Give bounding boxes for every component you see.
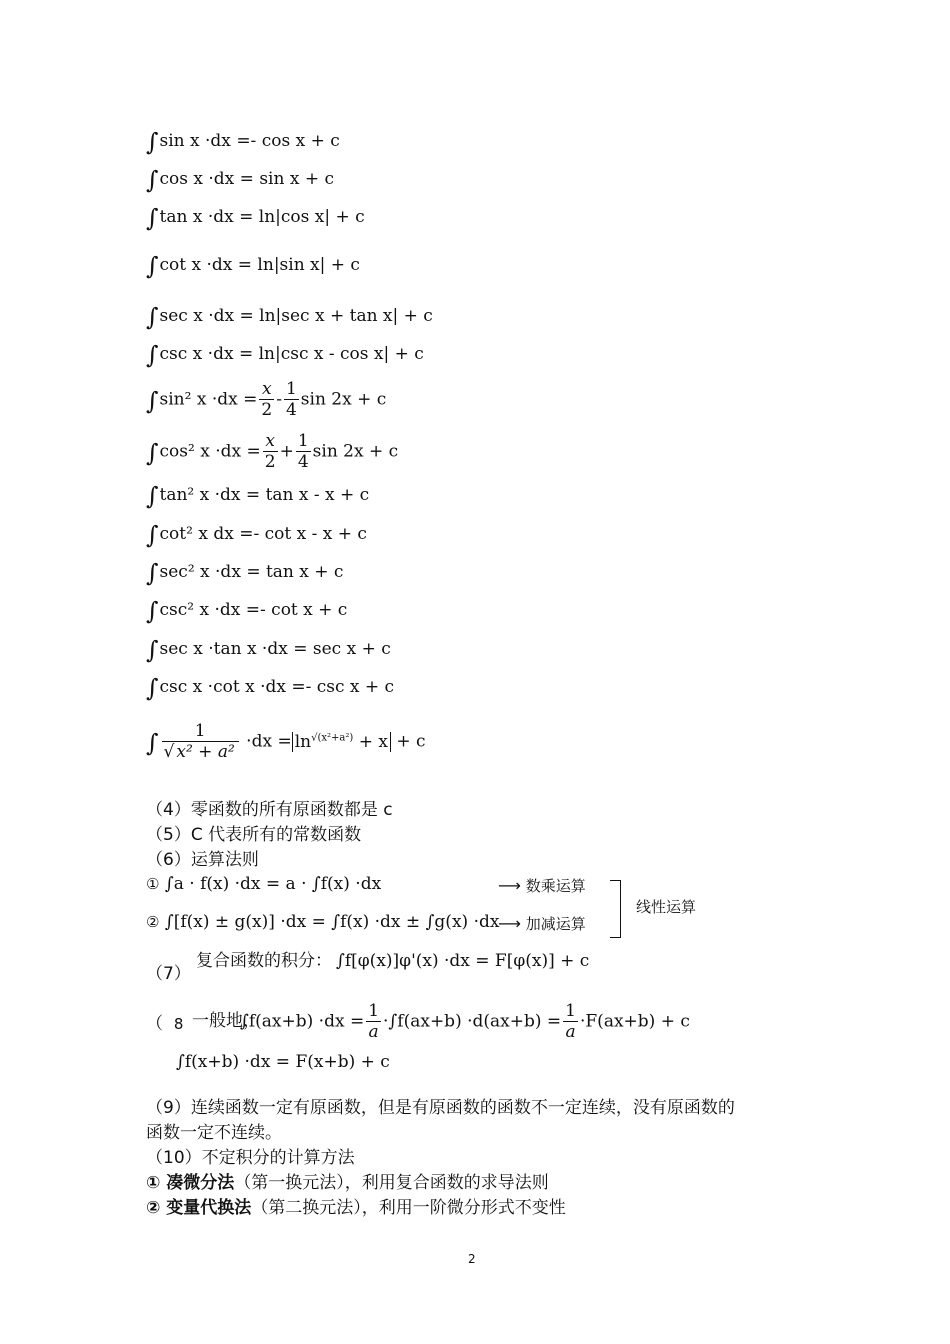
item-6: （6）运算法则 [146,850,259,870]
item-8-label: （ 8 [146,1014,184,1034]
formula-sec: ∫sec x ·dx = ln|sec x + tan x| + c [146,303,433,331]
formula-sqrt: ∫ $\frac{1}{\text{√ x² + a²}}$ $\cdot dx = \ln^{√(x^2+a^2)} + x + c$ [146,721,426,762]
item-9-line-1: （9）连续函数一定有原函数，但是有原函数的函数不一定连续，没有原函数的 [146,1098,735,1118]
method-2: ② 变量代换法（第二换元法），利用一阶微分形式不变性 [146,1198,566,1218]
item-7-formula: ∫f[φ(x)]φ'(x) ·dx = F[φ(x)] + c [336,951,590,971]
item-9-line-2: 函数一定不连续。 [146,1123,282,1143]
formula-sin-squared: ∫sin² x ·dx = $\frac{x}{2}$ - $\frac{1}{4}$ sin 2x + c [146,379,387,420]
formula-cos: ∫cos x ·dx = sin x + c [146,166,334,194]
page-number: 2 [468,1252,476,1266]
method-1: ① 凑微分法（第一换元法），利用复合函数的求导法则 [146,1173,549,1193]
formula-csc-cot: ∫csc x ·cot x ·dx =- csc x + c [146,674,395,702]
rule-sum: ② ∫[f(x) ± g(x)] ·dx = ∫f(x) ·dx ± ∫g(x) ·dx [146,912,500,932]
rule-scalar: ① ∫a · f(x) ·dx = a · ∫f(x) ·dx [146,874,382,894]
formula-sec-tan: ∫sec x ·tan x ·dx = sec x + c [146,636,391,664]
item-5: （5）C 代表所有的常数函数 [146,825,362,845]
formula-sec-squared: ∫sec² x ·dx = tan x + c [146,559,344,587]
formula-cot: ∫cot x ·dx = ln|sin x| + c [146,252,360,280]
item-4: （4）零函数的所有原函数都是 c [146,800,393,820]
item-7-text: 复合函数的积分： [196,951,332,971]
formula-sin: ∫sin x ·dx =- cos x + c [146,128,340,156]
formula-tan-squared: ∫tan² x ·dx = tan x - x + c [146,482,370,510]
item-8-formula: ∫f(ax+b) ·dx = $\frac{1}{a}$ ·∫f(ax+b) ·d(ax+b) = $\frac{1}{a}$ ·F(ax+b) + c [240,1001,690,1042]
rule-sum-note: ⟶ 加减运算 [498,914,586,933]
formula-tan: ∫tan x ·dx = ln|cos x| + c [146,204,365,232]
formula-csc: ∫csc x ·dx = ln|csc x - cos x| + c [146,341,424,369]
formula-csc-squared: ∫csc² x ·dx =- cot x + c [146,597,348,625]
linear-label: 线性运算 [636,898,697,916]
formula-cos-squared: ∫cos² x ·dx = $\frac{x}{2}$ + $\frac{1}{4}$ sin 2x + c [146,431,399,472]
item-8-text: 一般地， [192,1011,260,1031]
formula-cot-squared: ∫cot² x dx =- cot x - x + c [146,521,367,549]
item-7-label: （7） [146,964,191,984]
linear-brace [610,880,621,938]
rule-scalar-note: ⟶ 数乘运算 [498,876,586,895]
item-10: （10）不定积分的计算方法 [146,1148,355,1168]
item-8-formula-2: ∫f(x+b) ·dx = F(x+b) + c [176,1052,390,1072]
